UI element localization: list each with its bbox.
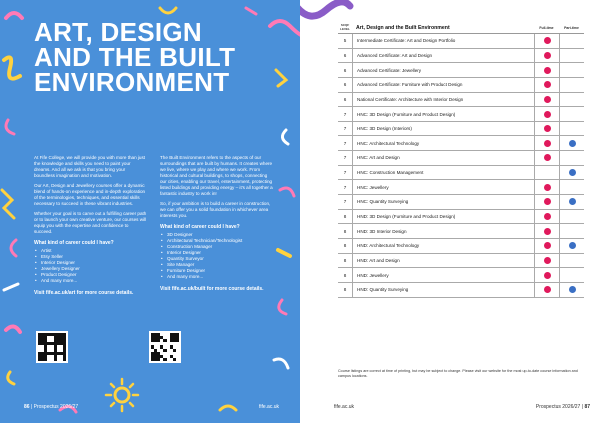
list-item: • Interior Designer	[34, 260, 147, 266]
full-time-cell	[534, 49, 559, 63]
part-time-dot	[569, 286, 576, 293]
list-item: • Etsy Seller	[34, 254, 147, 260]
part-time-cell	[559, 49, 584, 63]
level-cell: 7	[343, 126, 347, 132]
level-cell: 8	[343, 287, 347, 293]
full-time-cell	[534, 195, 559, 209]
careers-heading: What kind of career could I have?	[34, 240, 114, 246]
footer-site[interactable]: fife.ac.uk	[258, 404, 279, 410]
table-row	[338, 63, 584, 78]
intro-columns	[34, 155, 274, 296]
full-time-dot	[544, 140, 551, 147]
footer-page-info	[24, 404, 78, 410]
part-time-dot	[569, 242, 576, 249]
full-time-dot	[544, 37, 551, 44]
level-cell: 8	[343, 228, 347, 234]
full-time-dot	[544, 184, 551, 191]
footer-separator: |	[581, 404, 584, 410]
part-time-cell	[559, 224, 584, 238]
full-time-dot	[544, 213, 551, 220]
footer-page-info	[536, 404, 590, 410]
list-item: • Site Manager	[160, 262, 273, 268]
table-row	[338, 34, 584, 49]
right-footer	[334, 404, 590, 410]
disclaimer-note: Course listings are correct at time of printing, but may be subject to change. Please visit our website for the most up-to-date course information and campus locations.	[338, 369, 578, 378]
course-name: HNC: Architectural Technology	[352, 136, 534, 150]
part-time-cell	[559, 136, 584, 150]
table-row	[338, 166, 584, 181]
part-time-cell	[559, 268, 584, 282]
course-name: HND: 3D Interior Design	[352, 224, 534, 238]
table-row	[338, 283, 584, 298]
visit-link[interactable]: Visit fife.ac.uk/built for more course details.	[160, 286, 264, 292]
full-time-cell	[534, 239, 559, 253]
course-name: HND: Jewellery	[352, 268, 534, 282]
part-time-dot	[569, 140, 576, 147]
course-table	[338, 22, 584, 298]
table-row	[338, 180, 584, 195]
list-item: • Product Designer	[34, 272, 147, 278]
course-name: HNC: 3D Design (Furniture and Product Design)	[352, 107, 534, 121]
level-cell: 7	[343, 111, 347, 117]
level-cell: 7	[343, 170, 347, 176]
course-name: HNC: Construction Management	[352, 166, 534, 180]
left-footer	[24, 404, 279, 410]
table-row	[338, 151, 584, 166]
table-row	[338, 210, 584, 225]
level-cell: 6	[343, 82, 347, 88]
level-cell: 6	[343, 52, 347, 58]
part-time-cell	[559, 122, 584, 136]
full-time-dot	[544, 286, 551, 293]
course-name: HNC: Quantity Surveying	[352, 195, 534, 209]
footer-label: Prospectus 2026/27	[535, 404, 581, 410]
list-item: • And many more...	[34, 278, 147, 284]
part-time-cell	[559, 180, 584, 194]
paragraph: The Built Environment refers to the aspects of our surroundings that are built by humans. It creates where we live, where we play and where we work. From historical and cultural buildings, to shops, connecting our cities, enabling our travel, entertainment, protecting listed buildings and providing energy – it's all together a fantastic industry to work in!	[160, 155, 273, 196]
paragraph: So, if your ambition is to build a career in construction, we can offer you a solid foundation in whichever area interests you.	[160, 201, 271, 218]
page-number: 87	[584, 404, 590, 410]
part-time-dot	[569, 198, 576, 205]
full-time-cell	[534, 122, 559, 136]
qr-code-art[interactable]	[36, 331, 68, 363]
level-cell: 8	[343, 243, 347, 249]
full-time-dot	[544, 81, 551, 88]
table-row	[338, 93, 584, 108]
art-column	[34, 155, 147, 296]
course-name: HNC: Jewellery	[352, 180, 534, 194]
full-time-dot	[544, 52, 551, 59]
footer-separator: |	[30, 404, 33, 410]
level-cell: 7	[343, 155, 347, 161]
level-header: SCQF LEVEL	[340, 23, 350, 31]
list-item: • Architectural Technician/Technologist	[160, 238, 273, 244]
full-time-cell	[534, 93, 559, 107]
list-item: • Interior Designer	[160, 250, 273, 256]
list-item: • Artist	[34, 248, 147, 254]
part-time-cell	[559, 166, 584, 180]
course-name: HND: Architectural Technology	[352, 239, 534, 253]
careers-list	[34, 248, 147, 284]
footer-label: Prospectus 2026/27	[33, 404, 79, 410]
list-item: • 3D Designer	[160, 232, 273, 238]
full-time-cell	[534, 136, 559, 150]
full-time-cell	[534, 224, 559, 238]
full-time-dot	[544, 228, 551, 235]
full-time-dot	[544, 111, 551, 118]
course-name: HNC: Art and Design	[352, 151, 534, 165]
page-number: 86	[24, 404, 30, 410]
full-time-dot	[544, 257, 551, 264]
list-item: • Jewellery Designer	[34, 266, 147, 272]
full-time-cell	[534, 268, 559, 282]
title-line: ART, DESIGN	[34, 17, 202, 47]
level-cell: 8	[343, 272, 347, 278]
name-header: Art, Design and the Built Environment	[356, 24, 450, 31]
table-header	[338, 22, 584, 34]
list-item: • Quantity Surveyor	[160, 256, 273, 262]
course-name: HND: Art and Design	[352, 254, 534, 268]
part-time-cell	[559, 283, 584, 297]
full-time-cell	[534, 166, 559, 180]
paragraph: Whether your goal is to carve out a fulfilling career path or to launch your own creative venture, our courses will equip you with the expertise and confidence to succeed.	[34, 211, 147, 234]
title-line: ENVIRONMENT	[34, 67, 230, 97]
full-time-dot	[544, 198, 551, 205]
part-time-cell	[559, 93, 584, 107]
level-cell: 8	[343, 257, 347, 263]
course-name: Intermediate Certificate: Art and Design Portfolio	[352, 34, 534, 48]
level-cell: 7	[343, 199, 347, 205]
course-name: National Certificate: Architecture with Interior Design	[352, 93, 534, 107]
course-name: Advanced Certificate: Furniture with Product Design	[352, 78, 534, 92]
full-time-dot	[544, 125, 551, 132]
full-time-cell	[534, 34, 559, 48]
list-item: • Construction Manager	[160, 244, 273, 250]
part-time-cell	[559, 151, 584, 165]
full-time-dot	[544, 96, 551, 103]
full-time-dot	[544, 154, 551, 161]
full-time-cell	[534, 78, 559, 92]
table-row	[338, 78, 584, 93]
full-time-cell	[534, 107, 559, 121]
course-name: Advanced Certificate: Jewellery	[352, 63, 534, 77]
title-line: AND THE BUILT	[34, 42, 236, 72]
full-time-header: Full-time	[539, 25, 554, 30]
built-column	[160, 155, 273, 296]
page-title	[34, 17, 284, 97]
course-name: HND: 3D Design (Furniture and Product Design)	[352, 210, 534, 224]
part-time-cell	[559, 239, 584, 253]
level-cell: 6	[343, 67, 347, 73]
table-body	[338, 34, 584, 298]
full-time-dot	[544, 67, 551, 74]
part-time-cell	[559, 254, 584, 268]
course-name: HND: Quantity Surveying	[352, 283, 534, 297]
part-time-cell	[559, 107, 584, 121]
part-time-dot	[569, 169, 576, 176]
full-time-cell	[534, 63, 559, 77]
table-row	[338, 195, 584, 210]
full-time-cell	[534, 254, 559, 268]
list-item: • And many more...	[160, 274, 273, 280]
table-row	[338, 268, 584, 283]
paragraph: Our Art, Design and Jewellery courses offer a dynamic blend of hands-on experience and in-depth exploration of the terminologies, techniques, and essential skills necessary to succeed in these vibrant industries.	[34, 183, 146, 206]
full-time-cell	[534, 210, 559, 224]
part-time-cell	[559, 63, 584, 77]
paragraph: At Fife College, we will provide you with more than just the knowledge and skills you need to paint your dreams. And all we ask is that you bring your boundless imagination and motivation.	[34, 155, 146, 178]
table-row	[338, 107, 584, 122]
qr-grid	[151, 333, 179, 361]
table-row	[338, 239, 584, 254]
table-row	[338, 224, 584, 239]
table-row	[338, 254, 584, 269]
part-time-cell	[559, 210, 584, 224]
qr-code-built[interactable]	[149, 331, 181, 363]
footer-site[interactable]: fife.ac.uk	[334, 404, 355, 410]
part-time-header: Part-time	[564, 25, 579, 30]
table-row	[338, 136, 584, 151]
level-cell: 7	[343, 140, 347, 146]
full-time-cell	[534, 151, 559, 165]
level-cell: 6	[343, 96, 347, 102]
course-name: Advanced Certificate: Art and Design	[352, 49, 534, 63]
part-time-cell	[559, 34, 584, 48]
level-cell: 5	[343, 38, 347, 44]
table-row	[338, 49, 584, 64]
level-cell: 8	[343, 214, 347, 219]
visit-link[interactable]: Visit fife.ac.uk/art for more course details.	[34, 290, 134, 296]
careers-list	[160, 232, 273, 280]
full-time-dot	[544, 242, 551, 249]
table-row	[338, 122, 584, 137]
careers-heading: What kind of career could I have?	[160, 224, 240, 230]
part-time-cell	[559, 78, 584, 92]
part-time-cell	[559, 195, 584, 209]
level-cell: 7	[343, 184, 347, 190]
list-item: • Furniture Designer	[160, 268, 273, 274]
full-time-cell	[534, 180, 559, 194]
full-time-cell	[534, 283, 559, 297]
full-time-dot	[544, 272, 551, 279]
qr-grid	[38, 333, 66, 361]
course-name: HNC: 3D Design (Interiors)	[352, 122, 534, 136]
